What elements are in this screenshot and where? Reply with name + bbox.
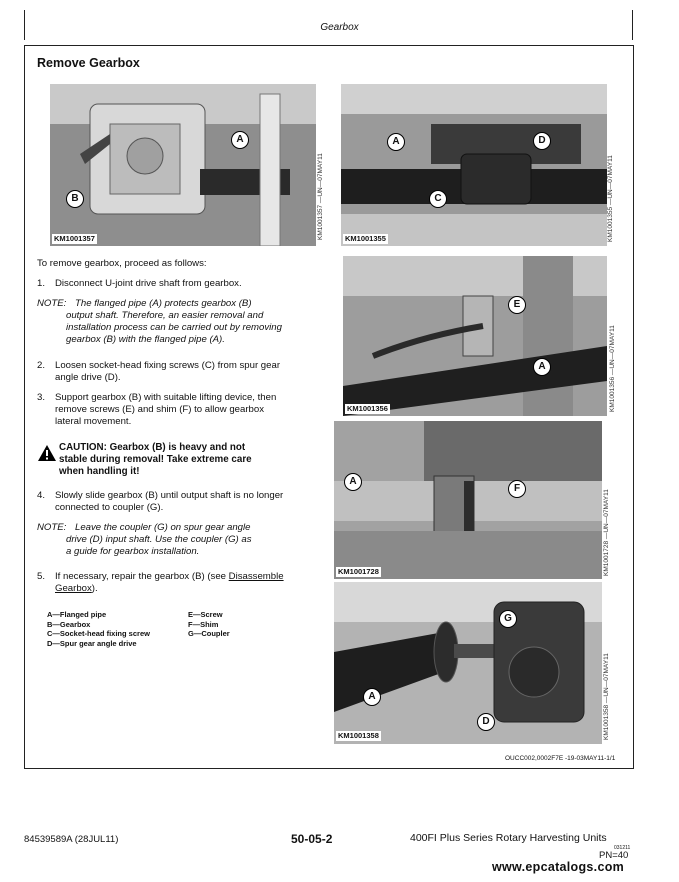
step-text: remove screws (E) and shim (F) to allow gearbox (55, 404, 264, 415)
page-header-title: Gearbox (320, 22, 359, 33)
footer-part-number: 84539589A (28JUL11) (24, 834, 119, 845)
footer-pn: PN=40 (599, 850, 629, 861)
figure-km1001358 (334, 582, 602, 744)
figure-caption: KM1001358 (338, 731, 379, 740)
step-text: connected to coupler (G). (55, 502, 164, 513)
caution-text: CAUTION: Gearbox (B) is heavy and not (59, 442, 246, 453)
caution-text: stable during removal! Take extreme care (59, 454, 252, 465)
step-number: 4. (37, 490, 46, 501)
footer-website[interactable]: www.epcatalogs.com (492, 860, 625, 874)
step-number: 1. (37, 278, 46, 289)
callout-b: B (66, 190, 84, 208)
note-text: output shaft. Therefore, an easier removal and (66, 310, 264, 321)
callout-e: E (508, 296, 526, 314)
callout-a: A (363, 688, 381, 706)
section-title: Remove Gearbox (37, 56, 140, 70)
legend-item: B—Gearbox (47, 619, 91, 629)
procedure-intro: To remove gearbox, proceed as follows: (37, 258, 207, 269)
figure-caption: KM1001728 (338, 567, 379, 576)
callout-d: D (533, 132, 551, 150)
figure-side-code: KM1001356 —UN—07MAY11 (609, 325, 616, 412)
note-label: NOTE: (37, 522, 67, 533)
note-text: a guide for gearbox installation. (66, 546, 200, 557)
figure-km1001728 (334, 421, 602, 579)
legend-item: D—Spur gear angle drive (47, 638, 137, 648)
step5-text-end: ). (91, 583, 98, 594)
figure-caption: KM1001357 (54, 234, 95, 243)
note-text: installation process can be carried out by removing (66, 322, 282, 333)
disassemble-gearbox-link-cont[interactable]: Gearbox (55, 583, 92, 594)
callout-a: A (344, 473, 362, 491)
figure-km1001357 (50, 84, 316, 246)
note-text: The flanged pipe (A) protects gearbox (B) (75, 298, 252, 309)
step-number: 5. (37, 571, 46, 582)
figure-side-code: KM1001358 —UN—07MAY11 (603, 653, 610, 740)
callout-a: A (387, 133, 405, 151)
step-text (55, 583, 98, 594)
document-reference: OUCC002,0002F7E -19-03MAY11-1/1 (505, 755, 616, 762)
legend-item: E—Screw (188, 610, 223, 619)
step-text: lateral movement. (55, 416, 132, 427)
footer-manual-title: 400FI Plus Series Rotary Harvesting Units (410, 832, 607, 844)
step-text (55, 571, 284, 582)
callout-a: A (533, 358, 551, 376)
legend-item: C—Socket-head fixing screw (47, 629, 150, 638)
step-number: 3. (37, 392, 46, 403)
warning-triangle-icon (37, 444, 57, 462)
callout-c: C (429, 190, 447, 208)
figure-side-code: KM1001728 —UN—07MAY11 (603, 489, 610, 576)
legend-item: F—Shim (188, 619, 219, 629)
note-text: drive (D) input shaft. Use the coupler (G) as (66, 534, 252, 545)
figure-caption: KM1001356 (347, 404, 388, 413)
callout-f: F (508, 480, 526, 498)
footer-page-number: 50-05-2 (291, 832, 333, 846)
figure-side-code: KM1001357 —UN—07MAY11 (317, 153, 324, 240)
legend-right (188, 610, 230, 639)
legend-item: A—Flanged pipe (47, 610, 107, 619)
figure-side-code: KM1001355 —UN—07MAY11 (607, 155, 614, 242)
figure-km1001356 (343, 256, 607, 416)
footer-small-code: 031211 (614, 845, 631, 851)
note-text: Leave the coupler (G) on spur gear angle (75, 522, 251, 533)
figure-caption: KM1001355 (345, 234, 386, 243)
step-text: Loosen socket-head fixing screws (C) from spur gear (55, 360, 281, 371)
callout-g: G (499, 610, 517, 628)
step-text: Disconnect U-joint drive shaft from gearbox. (55, 278, 242, 289)
callout-d: D (477, 713, 495, 731)
step-text: angle drive (D). (55, 372, 121, 383)
figure-km1001355 (341, 84, 607, 246)
step-text: Slowly slide gearbox (B) until output shaft is no longer (55, 490, 284, 501)
legend-left (47, 610, 150, 648)
disassemble-gearbox-link[interactable]: Disassemble (228, 571, 284, 582)
caution-text: when handling it! (59, 466, 140, 477)
step-number: 2. (37, 360, 46, 371)
note-text: gearbox (B) with the flanged pipe (A). (66, 334, 225, 345)
step5-text: If necessary, repair the gearbox (B) (see (55, 571, 226, 582)
step-text: Support gearbox (B) with suitable lifting device, then (55, 392, 277, 403)
callout-a: A (231, 131, 249, 149)
legend-item: G—Coupler (188, 629, 230, 638)
note-label: NOTE: (37, 298, 67, 309)
